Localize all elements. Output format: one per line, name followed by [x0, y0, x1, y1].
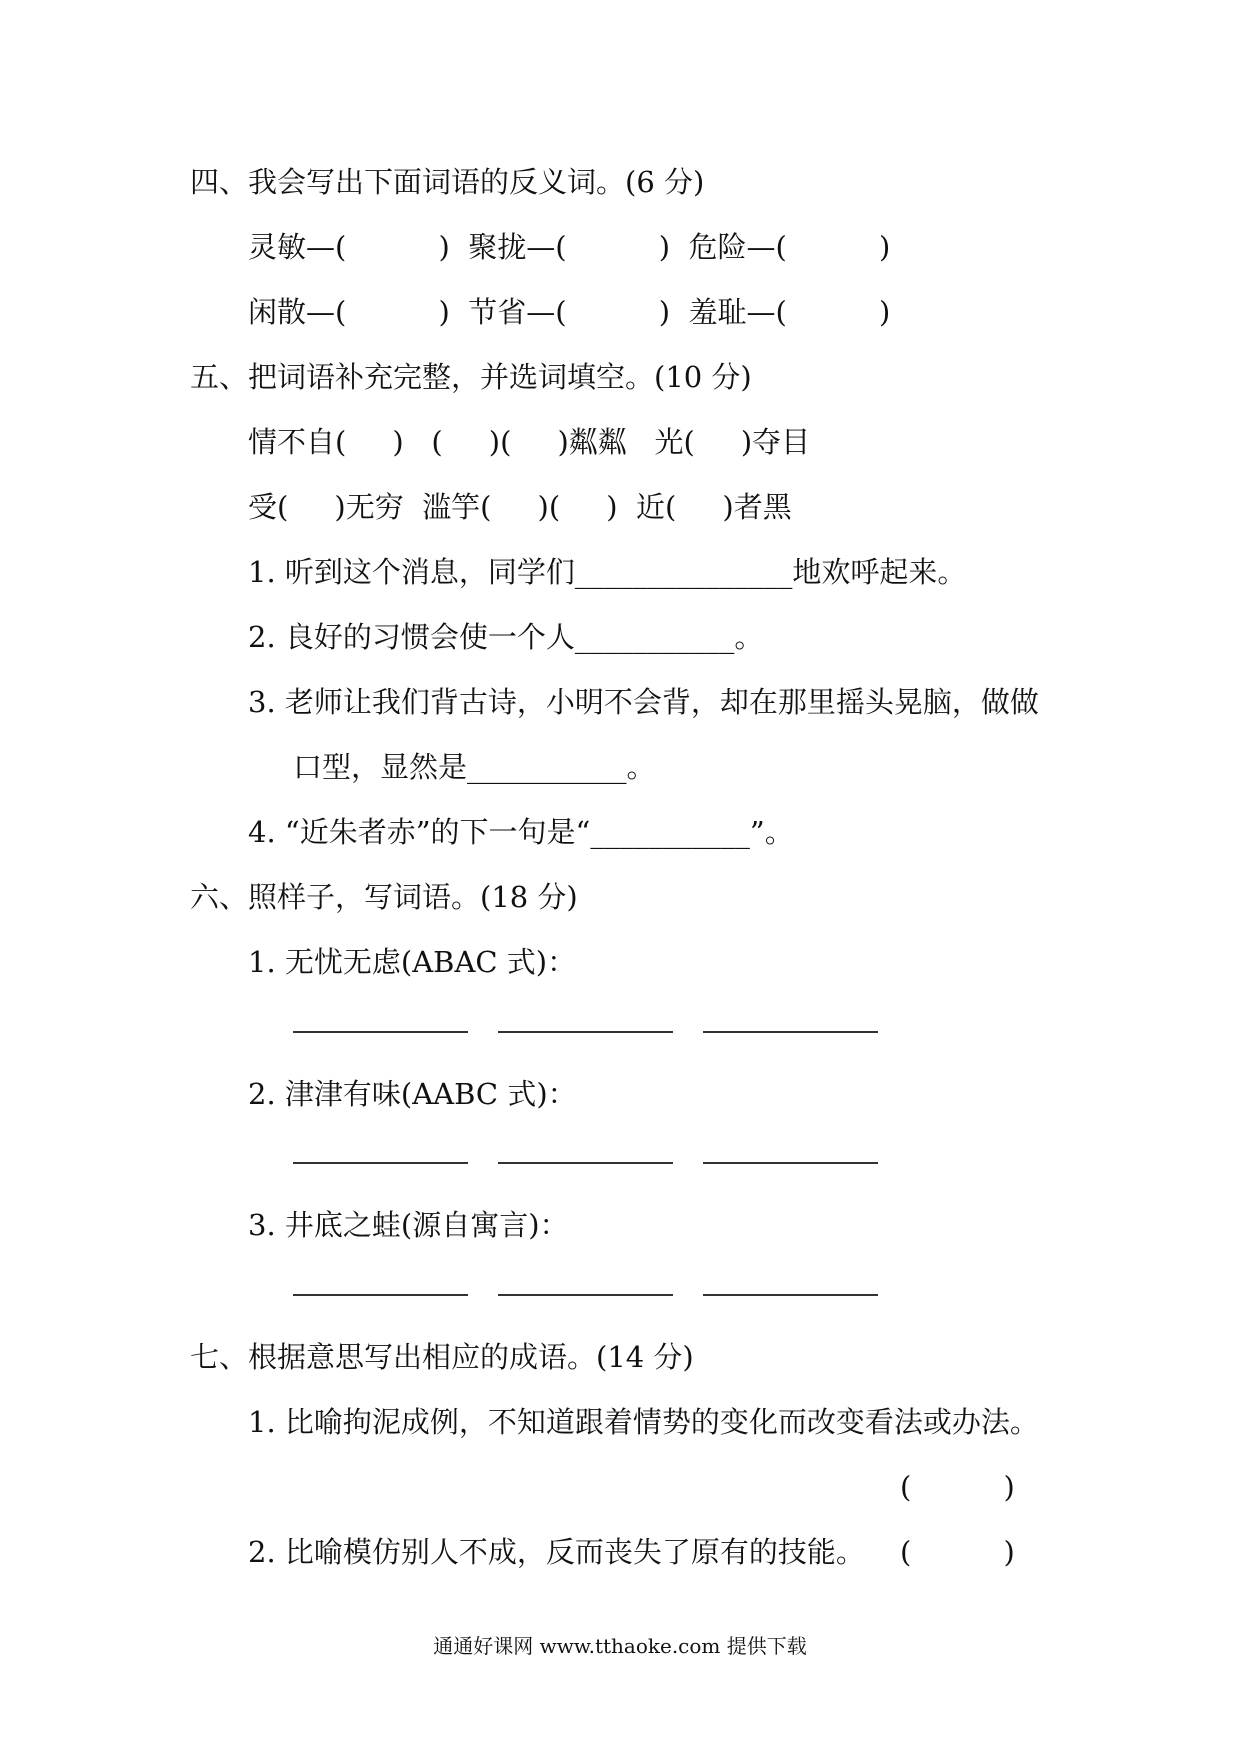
sec6-question-2: 2. 津津有味(AABC 式)：: [248, 1077, 577, 1111]
sec5-question-2: 2. 良好的习惯会使一个人___________。: [248, 620, 764, 654]
section-5-title: 五、把词语补充完整，并选词填空。(10 分): [190, 360, 752, 394]
section-6-title: 六、照样子，写词语。(18 分): [190, 880, 578, 914]
antonym-row-2: 闲散—( ) 节省—( ) 羞耻—( ): [248, 295, 891, 329]
sec7-question-1: 1. 比喻拘泥成例，不知道跟着情势的变化而改变看法或办法。: [248, 1405, 1039, 1439]
sec5-question-4: 4. “近朱者赤”的下一句是“___________”。: [248, 815, 794, 849]
section-4-title: 四、我会写出下面词语的反义词。(6 分): [190, 165, 705, 199]
idiom-fill-row-2: 受( )无穷 滥竽( )( ) 近( )者黑: [248, 490, 792, 524]
footer-credit: 通通好课网 www.tthaoke.com 提供下载: [433, 1634, 807, 1658]
answer-blanks-2: [293, 1161, 878, 1164]
answer-blanks-3: [293, 1293, 878, 1296]
idiom-fill-row-1: 情不自( ) ( )( )粼粼 光( )夺目: [248, 425, 811, 459]
sec6-question-3: 3. 井底之蛙(源自寓言)：: [248, 1208, 569, 1242]
sec6-question-1: 1. 无忧无虑(ABAC 式)：: [248, 945, 577, 979]
section-7-title: 七、根据意思写出相应的成语。(14 分): [190, 1340, 694, 1374]
sec7-answer-1: ( ): [900, 1470, 1015, 1504]
sec5-question-1: 1. 听到这个消息，同学们_______________地欢呼起来。: [248, 555, 967, 589]
sec5-question-3-cont: 口型，显然是___________。: [293, 750, 656, 784]
antonym-row-1: 灵敏—( ) 聚拢—( ) 危险—( ): [248, 230, 891, 264]
sec5-question-3: 3. 老师让我们背古诗，小明不会背，却在那里摇头晃脑，做做: [248, 685, 1039, 719]
sec7-answer-2: ( ): [900, 1535, 1015, 1569]
answer-blanks-1: [293, 1030, 878, 1033]
sec7-question-2: 2. 比喻模仿别人不成，反而丧失了原有的技能。: [248, 1535, 865, 1569]
